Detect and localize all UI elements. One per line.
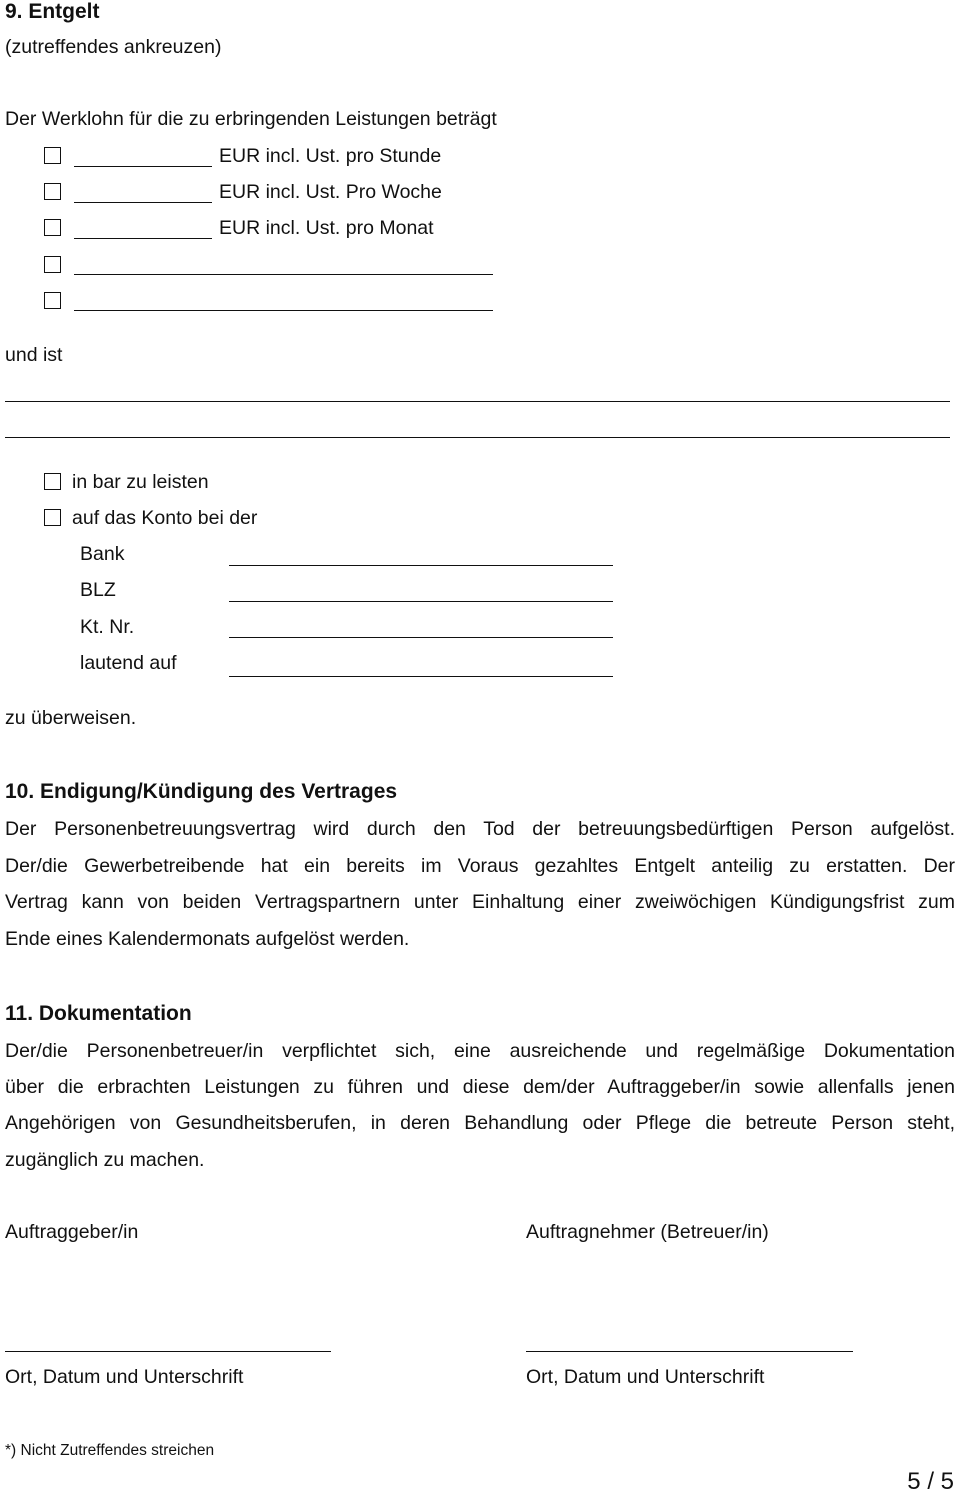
option-per-month-label: EUR incl. Ust. pro Monat [219, 217, 434, 239]
und-ist-text: und ist [5, 344, 63, 366]
footnote: *) Nicht Zutreffendes streichen [5, 1442, 215, 1459]
account-number-field-line[interactable] [229, 637, 613, 638]
account-holder-label: lautend auf [80, 652, 177, 674]
blank-line-full-2[interactable] [5, 437, 950, 438]
blank-line-other-2[interactable] [74, 310, 493, 311]
section-11-line-4: zugänglich zu machen. [5, 1149, 205, 1171]
section-10-line-3: Vertrag kann von beiden Vertragspartnern unter Einhaltung einer zweiwöchigen Kündigungsfrist zum [5, 891, 955, 913]
blank-line-other-1[interactable] [74, 274, 493, 275]
checkbox-per-month[interactable] [44, 219, 61, 236]
bank-transfer-label: auf das Konto bei der [72, 507, 258, 529]
checkbox-per-week[interactable] [44, 183, 61, 200]
blz-label: BLZ [80, 579, 116, 601]
section-10-title: 10. Endigung/Kündigung des Vertrages [5, 780, 398, 803]
section-11-line-3: Angehörigen von Gesundheitsberufen, in deren Behandlung oder Pflege die betreute Person steht, [5, 1112, 955, 1134]
blank-line-per-hour[interactable] [74, 166, 212, 167]
option-per-week-label: EUR incl. Ust. Pro Woche [219, 181, 442, 203]
bank-field-line[interactable] [229, 565, 613, 566]
blank-line-per-week[interactable] [74, 202, 212, 203]
transfer-closing-text: zu überweisen. [5, 707, 137, 729]
page-number: 5 / 5 [907, 1468, 954, 1495]
bank-label: Bank [80, 543, 125, 565]
blank-line-full-1[interactable] [5, 401, 950, 402]
section-11-title: 11. Dokumentation [5, 1002, 192, 1025]
section-10-line-2: Der/die Gewerbetreibende hat ein bereits im Voraus gezahltes Entgelt anteilig zu erstatten. Der [5, 855, 955, 877]
contractor-signature-caption: Ort, Datum und Unterschrift [526, 1366, 765, 1388]
account-number-label: Kt. Nr. [80, 616, 135, 638]
client-signature-line[interactable] [5, 1351, 331, 1352]
section-10-line-1: Der Personenbetreuungsvertrag wird durch den Tod der betreuungsbedürftigen Person aufgelöst. [5, 818, 955, 840]
client-signature-caption: Ort, Datum und Unterschrift [5, 1366, 244, 1388]
checkbox-bank-transfer[interactable] [44, 509, 61, 526]
section-11-line-2: über die erbrachten Leistungen zu führen und diese dem/der Auftraggeber/in sowie allenfalls jenen [5, 1076, 955, 1098]
section-9-title: 9. Entgelt [5, 0, 100, 23]
contractor-signature-line[interactable] [526, 1351, 853, 1352]
checkbox-per-hour[interactable] [44, 147, 61, 164]
client-label: Auftraggeber/in [5, 1221, 139, 1243]
contractor-label: Auftragnehmer (Betreuer/in) [526, 1221, 769, 1243]
section-11-line-1: Der/die Personenbetreuer/in verpflichtet sich, eine ausreichende und regelmäßige Dokumentation [5, 1040, 955, 1062]
checkbox-other-1[interactable] [44, 256, 61, 273]
checkbox-cash[interactable] [44, 473, 61, 490]
account-holder-field-line[interactable] [229, 676, 613, 677]
section-9-subtitle: (zutreffendes ankreuzen) [5, 36, 222, 58]
checkbox-other-2[interactable] [44, 292, 61, 309]
section-10-line-4: Ende eines Kalendermonats aufgelöst werden. [5, 928, 410, 950]
cash-label: in bar zu leisten [72, 471, 209, 493]
wage-intro-text: Der Werklohn für die zu erbringenden Leistungen beträgt [5, 108, 497, 130]
blz-field-line[interactable] [229, 601, 613, 602]
blank-line-per-month[interactable] [74, 238, 212, 239]
option-per-hour-label: EUR incl. Ust. pro Stunde [219, 145, 442, 167]
